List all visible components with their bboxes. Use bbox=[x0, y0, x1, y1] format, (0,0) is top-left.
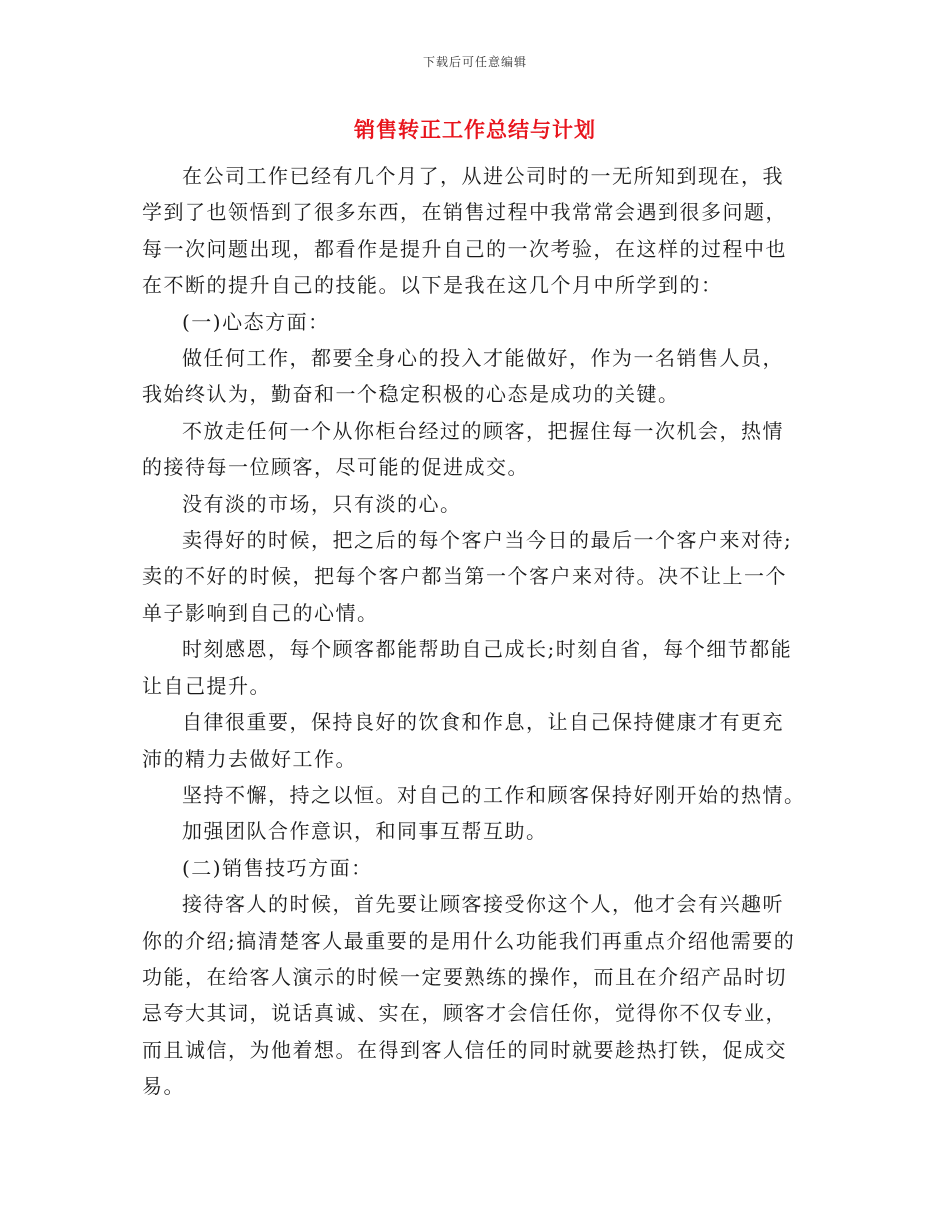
paragraph-line: 不放走任何一个从你柜台经过的顾客，把握住每一次机会，热情 bbox=[182, 418, 784, 443]
paragraph-line: 接待客人的时候，首先要让顾客接受你这个人，他才会有兴趣听 bbox=[182, 892, 784, 917]
header-note: 下载后可任意编辑 bbox=[422, 55, 527, 69]
paragraph bbox=[142, 631, 810, 704]
paragraph-line: 忌夸大其词，说话真诚、实在，顾客才会信任你，觉得你不仅专业， bbox=[142, 1001, 787, 1026]
document-title: 销售转正工作总结与计划 bbox=[354, 117, 596, 142]
paragraph bbox=[142, 850, 810, 886]
paragraph-line: 加强团队合作意识，和同事互帮互助。 bbox=[182, 819, 548, 844]
paragraph-line: 让自己提升。 bbox=[142, 673, 271, 698]
paragraph-line: 时刻感恩，每个顾客都能帮助自己成长;时刻自省，每个细节都能 bbox=[182, 637, 793, 662]
paragraph bbox=[142, 304, 810, 340]
paragraph bbox=[142, 886, 810, 1104]
paragraph-line: 没有淡的市场，只有淡的心。 bbox=[182, 491, 462, 516]
paragraph-line: 易。 bbox=[142, 1074, 185, 1099]
paragraph-line: 在公司工作已经有几个月了，从进公司时的一无所知到现在，我 bbox=[182, 164, 784, 188]
paragraph-line: (二)销售技巧方面： bbox=[182, 855, 373, 880]
paragraph-line: 自律很重要，保持良好的饮食和作息，让自己保持健康才有更充 bbox=[182, 710, 784, 735]
paragraph-line: 在不断的提升自己的技能。以下是我在这几个月中所学到的： bbox=[142, 273, 723, 298]
paragraph-line: 做任何工作，都要全身心的投入才能做好，作为一名销售人员， bbox=[182, 346, 784, 371]
paragraph-line: 卖得好的时候，把之后的每个客户当今日的最后一个客户来对待; bbox=[182, 528, 793, 553]
paragraph bbox=[142, 340, 810, 413]
paragraph bbox=[142, 813, 810, 849]
paragraph bbox=[142, 777, 810, 813]
paragraph-line: 而且诚信，为他着想。在得到客人信任的同时就要趁热打铁，促成交 bbox=[142, 1037, 787, 1062]
paragraph-line: 我始终认为，勤奋和一个稳定积极的心态是成功的关键。 bbox=[142, 382, 680, 407]
paragraph-line: 每一次问题出现，都看作是提升自己的一次考验，在这样的过程中也 bbox=[142, 236, 787, 261]
document-body bbox=[142, 158, 810, 1105]
paragraph bbox=[142, 158, 810, 304]
paragraph bbox=[142, 522, 810, 631]
paragraph-line: 单子影响到自己的心情。 bbox=[142, 600, 379, 625]
paragraph bbox=[142, 413, 810, 486]
paragraph-line: 功能，在给客人演示的时候一定要熟练的操作，而且在介绍产品时切 bbox=[142, 964, 787, 989]
paragraph-line: (一)心态方面： bbox=[182, 309, 330, 334]
paragraph-line: 坚持不懈，持之以恒。对自己的工作和顾客保持好刚开始的热情。 bbox=[182, 782, 806, 807]
paragraph-line: 卖的不好的时候，把每个客户都当第一个客户来对待。决不让上一个 bbox=[142, 564, 787, 589]
paragraph bbox=[142, 486, 810, 522]
paragraph-line: 学到了也领悟到了很多东西，在销售过程中我常常会遇到很多问题， bbox=[142, 200, 787, 225]
paragraph-line: 沛的精力去做好工作。 bbox=[142, 746, 357, 771]
paragraph bbox=[142, 704, 810, 777]
paragraph-line: 的接待每一位顾客，尽可能的促进成交。 bbox=[142, 455, 529, 480]
paragraph-line: 你的介绍;搞清楚客人最重要的是用什么功能我们再重点介绍他需要的 bbox=[142, 928, 796, 953]
